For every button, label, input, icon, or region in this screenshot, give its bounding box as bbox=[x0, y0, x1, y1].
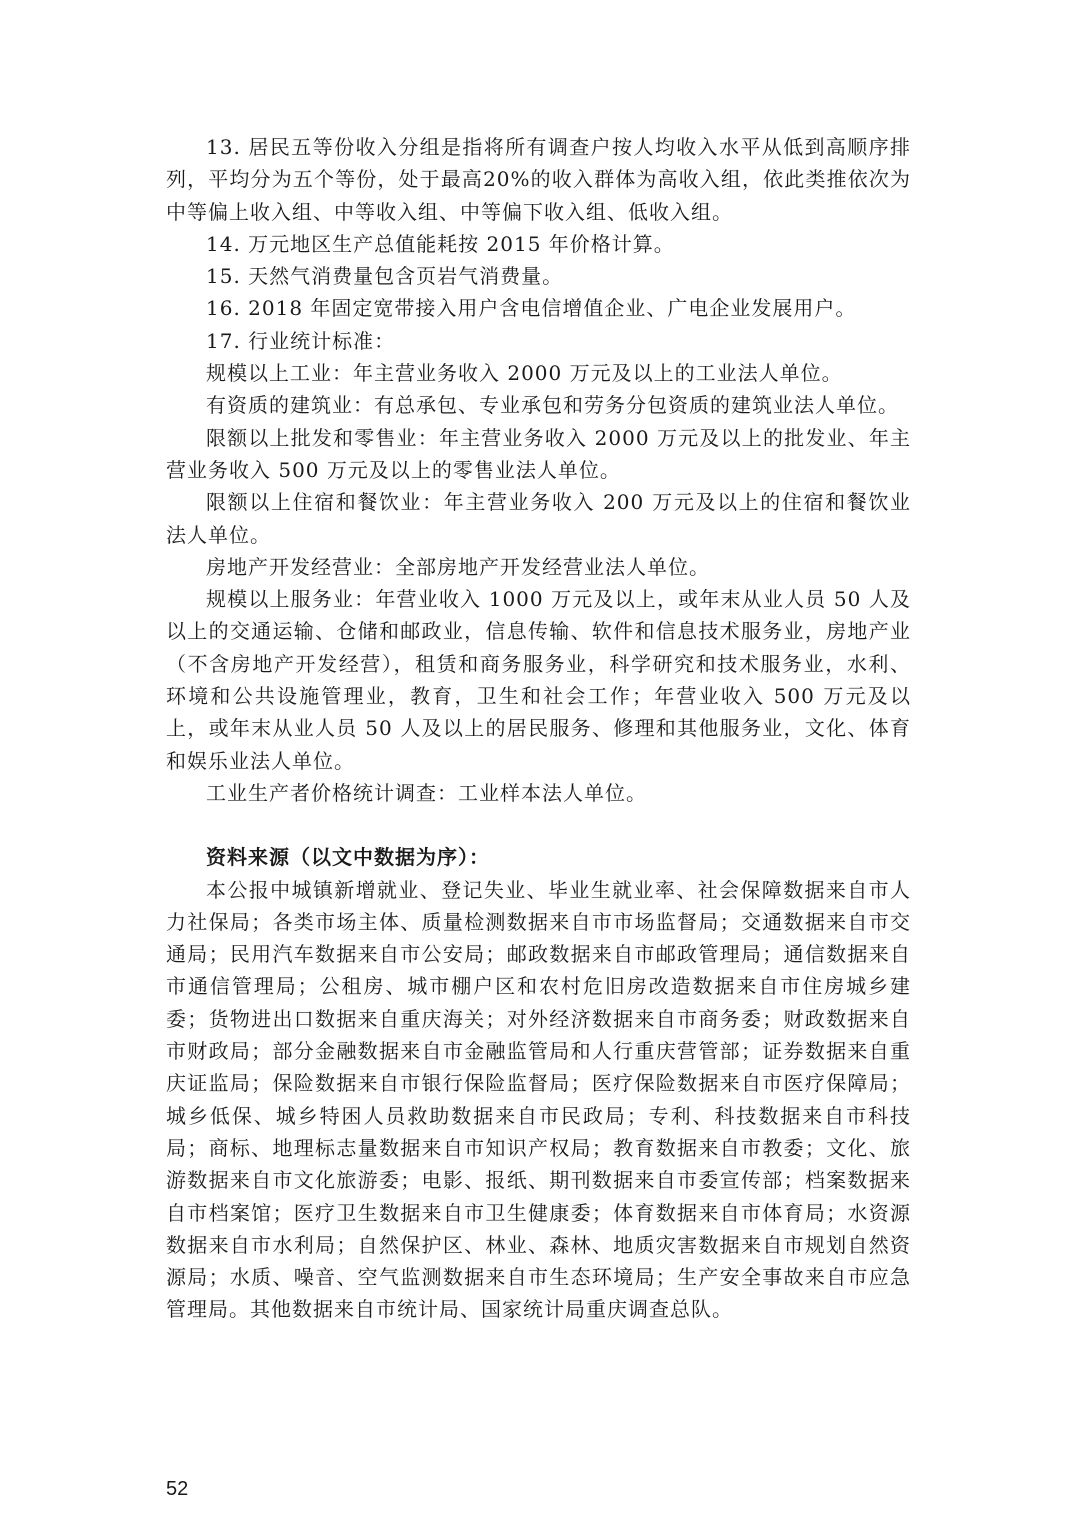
standard-wholesale-retail: 限额以上批发和零售业：年主营业务收入 2000 万元及以上的批发业、年主营业务收入 500 万元及以上的零售业法人单位。 bbox=[166, 425, 911, 482]
note-15: 15. 天然气消费量包含页岩气消费量。 bbox=[206, 264, 564, 289]
data-sources-section bbox=[166, 841, 911, 1325]
data-sources-body: 本公报中城镇新增就业、登记失业、毕业生就业率、社会保障数据来自市人力社保局；各类市场主体、质量检测数据来自市市场监督局；交通数据来自市交通局；民用汽车数据来自市公安局；邮政数据来自市邮政管理局；通信数据来自市通信管理局；公租房、城市棚户区和农村危旧房改造数据来自市住房城乡建委；货物进出口数据来自重庆海关；对外经济数据来自市商务委；财政数据来自市财政局；部分金融数据来自市金融监管局和人行重庆营管部；证券数据来自重庆证监局；保险数据来自市银行保险监督局；医疗保险数据来自市医疗保障局；城乡低保、城乡特困人员救助数据来自市民政局；专利、科技数据来自市科技局；商标、地理标志量数据来自市知识产权局；教育数据来自市教委；文化、旅游数据来自市文化旅游委；电影、报纸、期刊数据来自市委宣传部；档案数据来自市档案馆；医疗卫生数据来自市卫生健康委；体育数据来自市体育局；水资源数据来自市水利局；自然保护区、林业、森林、地质灾害数据来自市规划自然资源局；水质、噪音、空气监测数据来自市生态环境局；生产安全事故来自市应急管理局。其他数据来自市统计局、国家统计局重庆调查总队。 bbox=[166, 877, 911, 1322]
note-17-heading: 17. 行业统计标准： bbox=[206, 328, 396, 353]
note-14: 14. 万元地区生产总值能耗按 2015 年价格计算。 bbox=[206, 231, 675, 256]
notes-section bbox=[166, 131, 911, 809]
standard-services: 规模以上服务业：年营业收入 1000 万元及以上，或年末从业人员 50 人及以上的交通运输、仓储和邮政业，信息传输、软件和信息技术服务业，房地产业（不含房地产开发经营），租赁和商务服务业，科学研究和技术服务业，水利、环境和公共设施管理业，教育，卫生和社会工作；年营业收入 500 万元及以上，或年末从业人员 50 人及以上的居民服务、修理和其他服务业，文化、体育和娱乐业法人单位。 bbox=[166, 587, 911, 773]
standard-producer-price: 工业生产者价格统计调查：工业样本法人单位。 bbox=[206, 780, 647, 805]
standard-industry: 规模以上工业：年主营业务收入 2000 万元及以上的工业法人单位。 bbox=[206, 361, 843, 386]
page-content bbox=[166, 131, 911, 1326]
data-sources-title: 资料来源（以文中数据为序）： bbox=[206, 845, 490, 870]
standard-accommodation-catering: 限额以上住宿和餐饮业：年主营业务收入 200 万元及以上的住宿和餐饮业法人单位。 bbox=[166, 490, 911, 547]
note-16: 16. 2018 年固定宽带接入用户含电信增值企业、广电企业发展用户。 bbox=[206, 296, 857, 321]
standard-real-estate: 房地产开发经营业：全部房地产开发经营业法人单位。 bbox=[206, 554, 710, 579]
page-number: 52 bbox=[166, 1478, 189, 1500]
note-13: 13. 居民五等份收入分组是指将所有调查户按人均收入水平从低到高顺序排列，平均分为五个等份，处于最高20%的收入群体为高收入组，依此类推依次为中等偏上收入组、中等收入组、中等偏下收入组、低收入组。 bbox=[166, 135, 911, 224]
standard-construction: 有资质的建筑业：有总承包、专业承包和劳务分包资质的建筑业法人单位。 bbox=[206, 393, 899, 418]
